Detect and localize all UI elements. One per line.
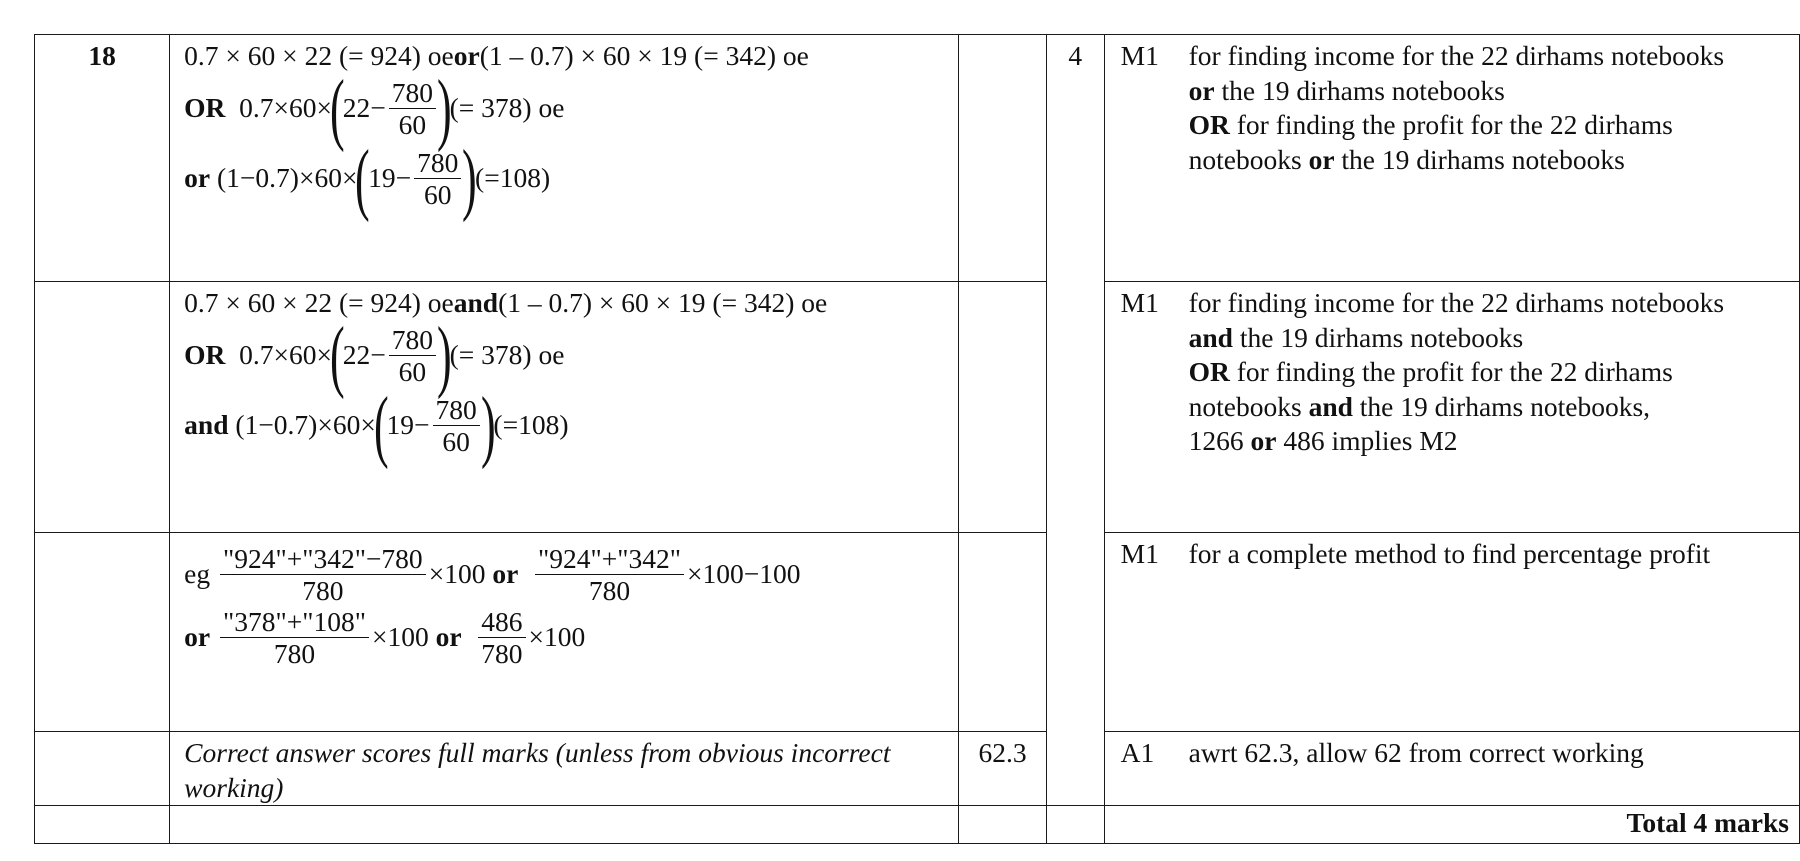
working-cell: Correct answer scores full marks (unless from obvious incorrect working) — [170, 732, 959, 806]
table-row — [35, 282, 1800, 533]
fraction-denominator: 60 — [398, 109, 427, 140]
working-cell — [170, 282, 959, 533]
working-text: 22− — [342, 339, 386, 371]
working-cell — [170, 533, 959, 732]
note-text: for finding income for the 22 dirhams notebooks and the 19 dirhams notebooks OR for finding the profit for the 22 dirhams notebooks and the 19 dirhams notebooks, 1266 or 486 implies M2 — [1188, 287, 1725, 456]
fraction — [389, 324, 436, 387]
working-text: (=108) — [475, 162, 551, 194]
answer-cell: 62.3 — [959, 732, 1047, 806]
working-text: ×100 — [428, 558, 486, 590]
question-number: 18 — [35, 35, 170, 282]
fraction — [414, 147, 461, 210]
answer-cell — [959, 282, 1047, 533]
keyword-or: OR — [184, 92, 226, 124]
working-text: (1−0.7)×60× — [217, 162, 358, 194]
working-text: 19− — [386, 409, 430, 441]
fraction-denominator: 780 — [302, 575, 344, 606]
working-line — [184, 381, 944, 470]
keyword-and: and — [184, 409, 229, 441]
fraction-numerator: 780 — [389, 77, 436, 109]
question-number — [35, 533, 170, 732]
answer-cell — [959, 35, 1047, 282]
question-number — [35, 282, 170, 533]
notes-cell — [1104, 732, 1799, 806]
parenthesised-expression: ( 22− $\frac{780}{60}$ ) — [330, 64, 452, 153]
working-text: (= 378) oe — [449, 339, 565, 371]
working-text: (1 – 0.7) × 60 × 19 (= 342) oe — [498, 287, 828, 318]
fraction-denominator: 780 — [588, 575, 631, 606]
working-text: 0.7×60× — [239, 92, 333, 124]
fraction-denominator: 60 — [398, 356, 427, 387]
working-cell — [170, 806, 959, 844]
fraction — [389, 77, 436, 140]
parenthesised-expression: ( 19− $\frac{780}{60}$ ) — [355, 134, 478, 223]
working-line — [184, 134, 944, 223]
working-text: 22− — [342, 92, 386, 124]
working-line — [184, 39, 944, 74]
fraction-numerator: "924"+"342"−780 — [220, 543, 426, 575]
answer-cell — [959, 806, 1047, 844]
keyword-or: or — [184, 162, 211, 194]
fraction — [535, 543, 684, 606]
marks-cell — [1046, 806, 1104, 844]
working-text: ×100 — [528, 621, 586, 653]
working-line — [184, 543, 944, 606]
working-line — [184, 286, 944, 321]
answer-cell — [959, 533, 1047, 732]
parenthesised-expression: ( 19− $\frac{780}{60}$ ) — [373, 381, 496, 470]
keyword-or: OR — [184, 339, 226, 371]
working-text: ×100−100 — [686, 558, 801, 590]
note-text: for finding income for the 22 dirhams notebooks or the 19 dirhams notebooks OR for finding the profit for the 22 dirhams notebooks or the 19 dirhams notebooks — [1188, 40, 1725, 175]
parenthesised-expression: ( 22− $\frac{780}{60}$ ) — [330, 311, 452, 400]
fraction — [220, 606, 369, 669]
table-row — [35, 732, 1800, 806]
working-line — [184, 64, 944, 153]
mark-code: M1 — [1120, 40, 1159, 71]
question-number — [35, 732, 170, 806]
note-text: awrt 62.3, allow 62 from correct working — [1188, 737, 1644, 768]
keyword-or: or — [184, 621, 211, 653]
table-row — [35, 533, 1800, 732]
working-line — [184, 311, 944, 400]
keyword-or: or — [492, 558, 519, 590]
fraction-numerator: "378"+"108" — [220, 606, 369, 638]
working-text: 0.7 × 60 × 22 (= 924) oe — [184, 40, 454, 71]
fraction-denominator: 780 — [273, 638, 316, 669]
fraction-denominator: 60 — [424, 179, 452, 210]
working-text: eg — [184, 558, 211, 590]
table-row — [35, 35, 1800, 282]
working-line — [184, 606, 944, 669]
fraction — [478, 606, 525, 669]
working-text: 0.7×60× — [239, 339, 333, 371]
fraction-numerator: 486 — [478, 606, 525, 638]
keyword-or: or — [435, 621, 462, 653]
mark-scheme-table — [34, 34, 1800, 844]
notes-cell — [1104, 35, 1799, 282]
mark-code: A1 — [1120, 737, 1155, 768]
mark-code: M1 — [1120, 538, 1159, 569]
fraction-denominator: 60 — [442, 426, 470, 457]
working-cell — [170, 35, 959, 282]
working-text: (=108) — [493, 409, 569, 441]
keyword-and: and — [453, 287, 499, 318]
fraction-numerator: 780 — [414, 147, 461, 179]
working-text: (1−0.7)×60× — [235, 409, 376, 441]
working-text: 0.7 × 60 × 22 (= 924) oe — [184, 287, 454, 318]
working-text: (= 378) oe — [449, 92, 565, 124]
total-marks: Total 4 marks — [1104, 806, 1799, 844]
marks-cell: 4 — [1046, 35, 1104, 806]
question-number — [35, 806, 170, 844]
mark-code: M1 — [1120, 287, 1159, 318]
table-row — [35, 806, 1800, 844]
working-text: ×100 — [371, 621, 429, 653]
working-text: 19− — [368, 162, 412, 194]
working-text: (1 – 0.7) × 60 × 19 (= 342) oe — [479, 40, 809, 71]
fraction — [220, 543, 426, 606]
fraction-numerator: "924"+"342" — [535, 543, 684, 575]
fraction — [433, 394, 480, 457]
notes-cell — [1104, 282, 1799, 533]
notes-cell — [1104, 533, 1799, 732]
fraction-denominator: 780 — [481, 638, 523, 669]
note-text: for a complete method to find percentage profit — [1188, 538, 1711, 569]
keyword-or: or — [453, 40, 480, 71]
fraction-numerator: 780 — [433, 394, 480, 426]
fraction-numerator: 780 — [389, 324, 436, 356]
